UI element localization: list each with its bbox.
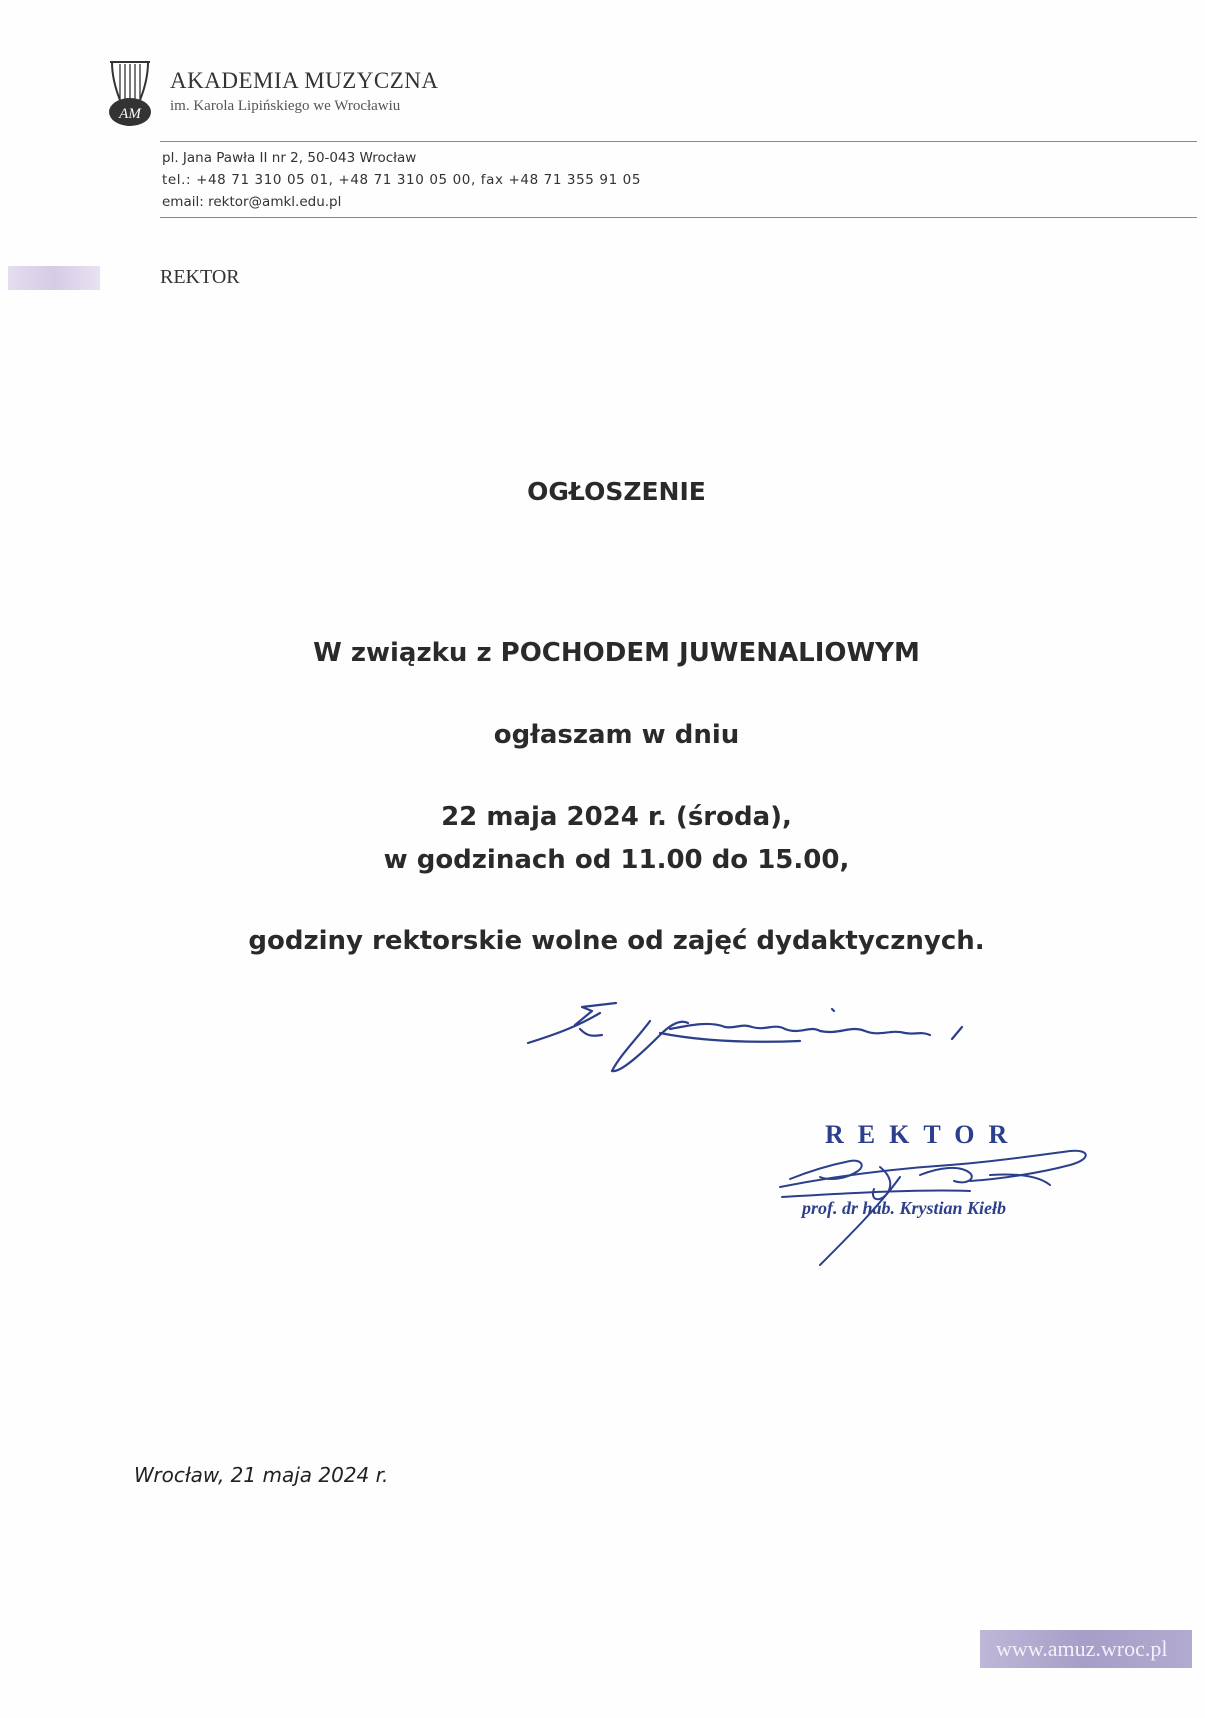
- contact-address: pl. Jana Pawła II nr 2, 50-043 Wrocław: [162, 150, 417, 166]
- contact-email: email: rektor@amkl.edu.pl: [162, 194, 342, 210]
- announcement-title: OGŁOSZENIE: [527, 477, 706, 506]
- header-divider-bottom: [160, 217, 1197, 218]
- org-name: AKADEMIA MUZYCZNA: [170, 68, 439, 93]
- rector-stamp-name: prof. dr hab. Krystian Kiełb: [802, 1198, 1007, 1218]
- margin-stamp-mark: [8, 266, 100, 290]
- rector-stamp-title: REKTOR: [825, 1120, 1022, 1149]
- document-date: Wrocław, 21 maja 2024 r.: [134, 1463, 389, 1487]
- sender-label: REKTOR: [160, 266, 240, 288]
- rector-signature: [770, 1115, 1100, 1275]
- org-subtitle: im. Karola Lipińskiego we Wrocławiu: [170, 98, 401, 114]
- handwritten-greeting-signature: [520, 985, 1040, 1085]
- announcement-line-2: ogłaszam w dniu: [493, 720, 740, 750]
- announcement-line-1: W związku z POCHODEM JUWENALIOWYM: [313, 638, 920, 668]
- announcement-line-5: godziny rektorskie wolne od zajęć dydaktycznych.: [248, 926, 985, 956]
- svg-text:AM: AM: [119, 106, 141, 122]
- header-divider-top: [160, 141, 1197, 142]
- announcement-line-3: 22 maja 2024 r. (środa),: [441, 802, 792, 832]
- website-url: www.amuz.wroc.pl: [996, 1636, 1168, 1661]
- lyre-logo-icon: [106, 56, 154, 128]
- contact-phone: tel.: +48 71 310 05 01, +48 71 310 05 00, fax +48 71 355 91 05: [162, 172, 642, 188]
- announcement-line-4: w godzinach od 11.00 do 15.00,: [383, 845, 850, 875]
